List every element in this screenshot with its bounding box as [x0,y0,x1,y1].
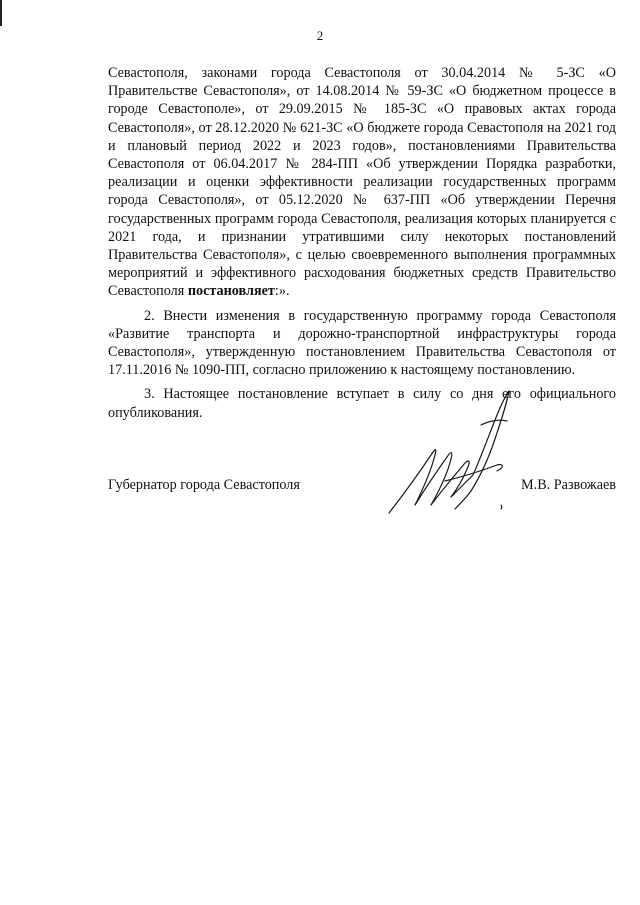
signatory-position: Губернатор города Севастополя [108,477,300,493]
page-number: 2 [316,28,324,43]
scan-edge-mark [0,0,2,26]
paragraph-1-continuation [108,64,616,301]
paragraph-1-tail: :». [274,283,290,300]
decree-keyword: постановляет [187,283,275,300]
paragraph-3: 3. Настоящее постановление вступает в силу со дня его официального опубликования. [108,386,616,421]
document-body [108,64,616,428]
handwritten-signature-icon [385,385,525,520]
paragraph-1-text: Севастополя, законами города Севастополя от 30.04.2014 № 5-ЗС «О Правительстве Севастополя», от 14.08.2014 № 59-ЗС «О бюджетном процессе в городе Севастополе», от 29.09.2015 № 185-ЗС «О правовых актах города Севастополя», от 28.12.2020 № 621-ЗС «О бюджете города Севастополя на 2021 год и плановый период 2022 и 2023 годов», постановлениями Правительства Севастополя от 06.04.2017 № 284-ПП «Об утверждении Порядка разработки, реализации и оценки эффективности реализации государственных программ города Севастополя», от 05.12.2020 № 637-ПП «Об утверждении Перечня государственных программ города Севастополя, реализация которых планируется с 2021 года, и признании утратившими силу некоторых постановлений Правительства Севастополя», с целью своевременного выполнения программных мероприятий и эффективного расходования бюджетных средств Правительство Севастополя [108,65,616,300]
paragraph-2: 2. Внести изменения в государственную программу города Севастополя «Развитие транспорта и дорожно-транспортной инфраструктуры города Севастополя», утвержденную постановлением Правительства Севастополя от 17.11.2016 № 1090-ПП, согласно приложению к настоящему постановлению. [108,307,616,379]
signatory-name: М.В. Развожаев [521,477,616,493]
